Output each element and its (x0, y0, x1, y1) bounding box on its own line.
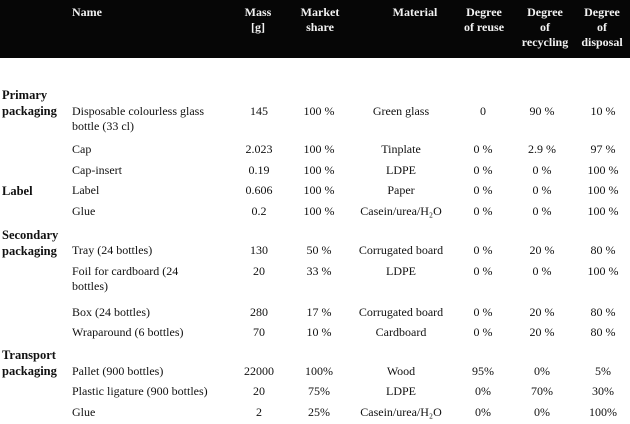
cell-reuse: 0 % (473, 264, 493, 278)
cell-material: Green glass (372, 104, 430, 118)
header-disposal: Degree of disposal (581, 5, 623, 49)
cell-market-share: 100 % (303, 183, 335, 197)
cell-disposal: 100 % (587, 183, 619, 197)
header-recycling: Degree of recycling (521, 5, 569, 49)
cell-mass: 280 (250, 305, 268, 319)
cell-recycling: 0% (534, 364, 550, 378)
cell-disposal: 100 % (587, 163, 619, 177)
cell-recycling: 0 % (532, 204, 552, 218)
cell-disposal: 100 % (587, 204, 619, 218)
cell-name: Cap (72, 142, 92, 156)
cell-material: Corrugated board (358, 243, 444, 257)
cell-mass: 70 (253, 325, 265, 339)
section-primary-packaging: Primary packaging (2, 88, 57, 118)
cell-name: Label (72, 183, 100, 197)
cell-reuse: 0 % (473, 183, 493, 197)
cell-reuse: 0 % (473, 305, 493, 319)
cell-material: Tinplate (381, 142, 421, 156)
header-mass: Mass [g] (244, 5, 272, 34)
cell-market-share: 10 % (306, 325, 332, 339)
cell-reuse: 0 (480, 104, 486, 118)
cell-mass: 2.023 (245, 142, 273, 156)
cell-disposal: 100% (589, 405, 617, 419)
cell-name: Box (24 bottles) (72, 305, 150, 319)
cell-disposal: 80 % (590, 325, 616, 339)
section-transport-packaging: Transport packaging (2, 348, 57, 378)
cell-material: Casein/urea/H₂O (360, 204, 442, 218)
cell-material: LDPE (386, 264, 416, 278)
cell-mass: 0.606 (245, 183, 273, 197)
section-label: Label (2, 184, 33, 198)
cell-reuse: 0 % (473, 163, 493, 177)
cell-market-share: 100% (305, 364, 333, 378)
cell-mass: 20 (253, 384, 265, 398)
cell-name: Foil for cardboard (24 bottles) (72, 264, 179, 293)
cell-recycling: 0 % (532, 183, 552, 197)
cell-recycling: 70% (531, 384, 553, 398)
section-secondary-packaging: Secondary packaging (2, 228, 59, 258)
cell-recycling: 2.9 % (528, 142, 556, 156)
cell-mass: 20 (253, 264, 265, 278)
header-name: Name (72, 5, 102, 19)
cell-material: LDPE (386, 384, 416, 398)
header-reuse: Degree of reuse (463, 5, 505, 34)
cell-reuse: 0% (475, 384, 491, 398)
cell-reuse: 0 % (473, 243, 493, 257)
cell-recycling: 20 % (529, 305, 555, 319)
cell-market-share: 75% (308, 384, 330, 398)
cell-disposal: 10 % (590, 104, 616, 118)
cell-market-share: 100 % (303, 142, 335, 156)
header-market-share: Market share (300, 5, 340, 34)
cell-material: Cardboard (375, 325, 427, 339)
cell-name: Glue (72, 204, 96, 218)
cell-reuse: 0 % (473, 325, 493, 339)
cell-name: Wraparound (6 bottles) (72, 325, 184, 339)
cell-recycling: 0 % (532, 163, 552, 177)
cell-name: Tray (24 bottles) (72, 243, 153, 257)
cell-disposal: 100 % (587, 264, 619, 278)
cell-disposal: 97 % (590, 142, 616, 156)
cell-material: Paper (387, 183, 415, 197)
cell-market-share: 100 % (303, 204, 335, 218)
cell-market-share: 17 % (306, 305, 332, 319)
cell-disposal: 80 % (590, 305, 616, 319)
cell-mass: 0.2 (251, 204, 267, 218)
cell-reuse: 0% (475, 405, 491, 419)
cell-mass: 2 (256, 405, 262, 419)
cell-name: Plastic ligature (900 bottles) (72, 384, 208, 398)
cell-material: Wood (386, 364, 416, 378)
cell-mass: 130 (250, 243, 268, 257)
cell-material: Casein/urea/H₂O (360, 405, 442, 419)
cell-disposal: 5% (595, 364, 611, 378)
cell-reuse: 0 % (473, 204, 493, 218)
cell-mass: 0.19 (248, 163, 270, 177)
cell-market-share: 50 % (306, 243, 332, 257)
cell-material: LDPE (386, 163, 416, 177)
cell-name: Pallet (900 bottles) (72, 364, 164, 378)
cell-disposal: 80 % (590, 243, 616, 257)
header-material: Material (392, 5, 438, 19)
cell-disposal: 30% (592, 384, 614, 398)
cell-recycling: 0% (534, 405, 550, 419)
cell-material: Corrugated board (358, 305, 444, 319)
cell-recycling: 20 % (529, 243, 555, 257)
cell-market-share: 33 % (306, 264, 332, 278)
cell-mass: 22000 (244, 364, 274, 378)
cell-recycling: 90 % (529, 104, 555, 118)
cell-name: Disposable colourless glass bottle (33 cl) (72, 104, 204, 133)
cell-market-share: 100 % (303, 163, 335, 177)
cell-recycling: 0 % (532, 264, 552, 278)
cell-name: Cap-insert (72, 163, 122, 177)
cell-market-share: 25% (308, 405, 330, 419)
cell-name: Glue (72, 405, 96, 419)
cell-market-share: 100 % (303, 104, 335, 118)
cell-reuse: 0 % (473, 142, 493, 156)
cell-recycling: 20 % (529, 325, 555, 339)
cell-reuse: 95% (472, 364, 494, 378)
cell-mass: 145 (250, 104, 268, 118)
